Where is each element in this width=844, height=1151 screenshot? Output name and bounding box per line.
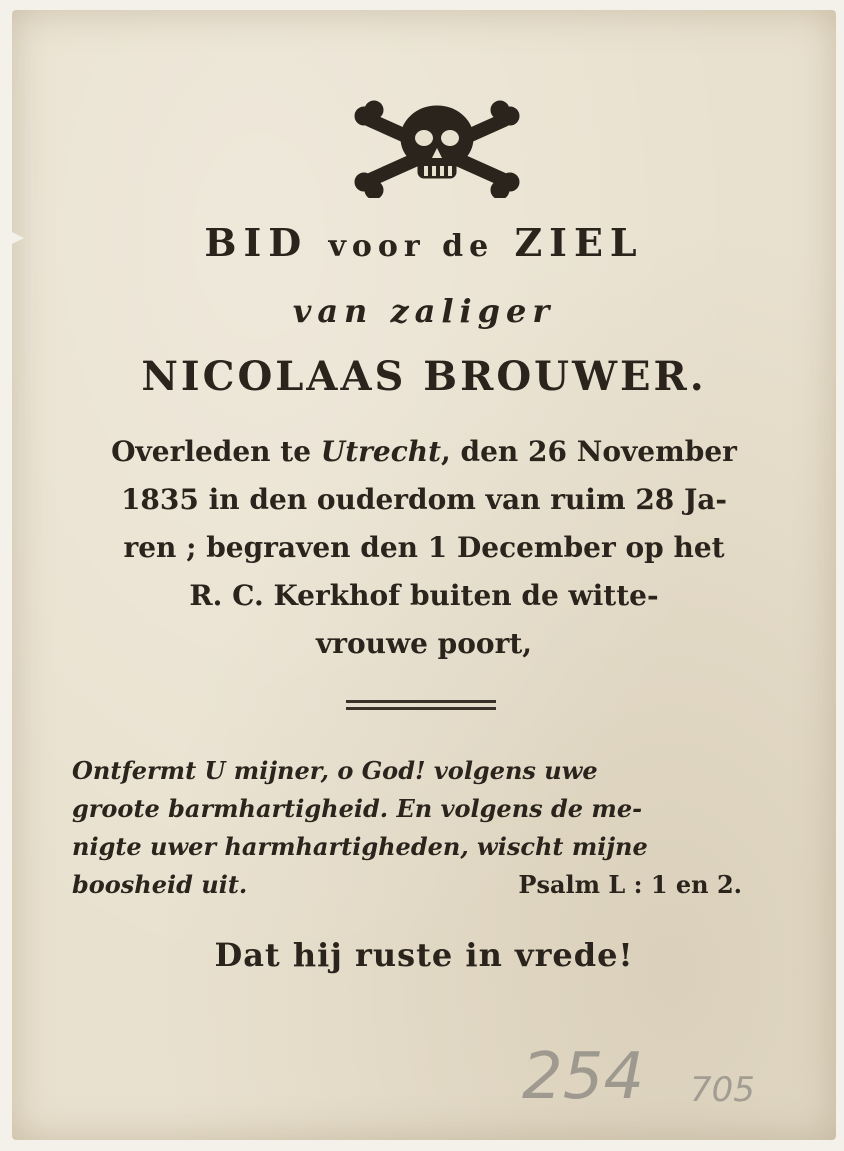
place-of-death: Utrecht [320, 435, 442, 468]
memorial-card [12, 10, 836, 1140]
annotation-number: 254 [522, 1040, 645, 1114]
annotation-subnumber: 705 [690, 1070, 755, 1110]
heading-bid: BID [204, 220, 309, 265]
psalm-line-4 [72, 866, 782, 904]
psalm-line-1: Ontfermt U mijner, o God! volgens uwe [72, 756, 598, 785]
psalm-reference: Psalm L : 1 en 2. [518, 870, 742, 899]
heading-line-2: van zaliger [292, 292, 556, 330]
deceased-name: NICOLAAS BROUWER. [141, 353, 707, 400]
double-rule-divider [346, 700, 496, 710]
obituary-line-2: 1835 in den ouderdom van ruim 28 Ja- [120, 483, 728, 516]
heading-voor-de: voor de [328, 229, 495, 264]
pencil-annotation [522, 1040, 782, 1130]
psalm-line-2: groote barmhartigheid. En volgens de me- [72, 794, 643, 823]
psalm-line-4-text: boosheid uit. [72, 870, 248, 899]
closing-prayer: Dat hij ruste in vrede! [214, 936, 634, 974]
obituary-line-1-pre: Overleden te [111, 435, 321, 468]
skull-and-crossbones-icon [352, 98, 522, 198]
obituary-line-4: R. C. Kerkhof buiten de witte- [189, 579, 659, 612]
heading-ziel: ZIEL [514, 220, 644, 265]
obituary-line-1-post: , den 26 November [441, 435, 737, 468]
heading-line-1 [12, 220, 836, 265]
obituary-line-3: ren ; begraven den 1 December op het [123, 531, 725, 564]
psalm-line-3: nigte uwer harmhartigheden, wischt mijne [72, 832, 648, 861]
obituary-line-1 [68, 428, 780, 476]
obituary-text [68, 428, 780, 668]
obituary-line-5: vrouwe poort, [315, 627, 533, 660]
psalm-text [72, 752, 782, 904]
